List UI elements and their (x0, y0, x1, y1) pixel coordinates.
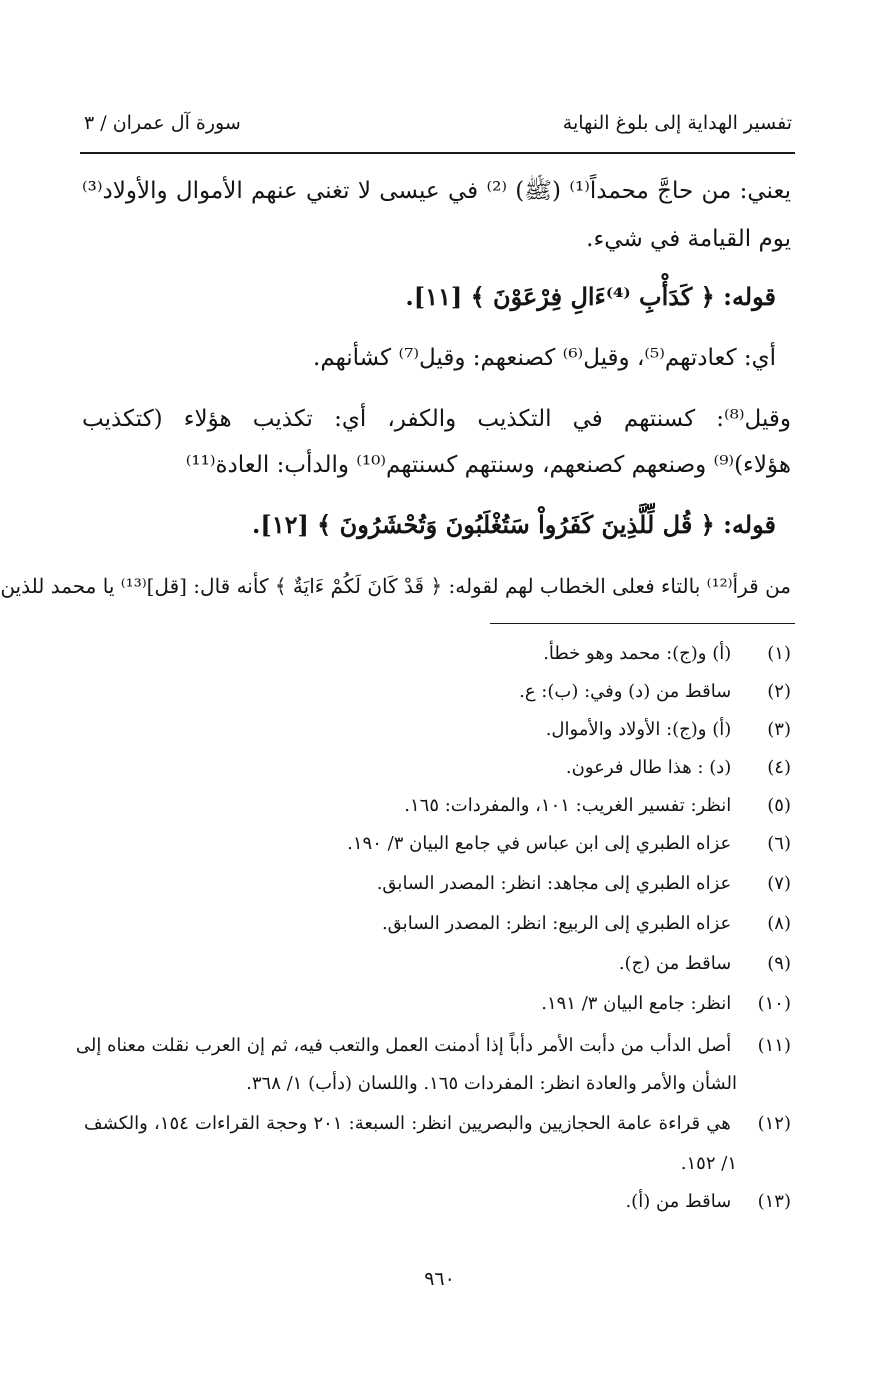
header-divider (80, 152, 795, 154)
footnote-text: عزاه الطبري إلى ابن عباس في جامع البيان ٣/ ١٩٠. (347, 833, 732, 854)
body-line-2: يوم القيامة في شيء. (586, 226, 791, 252)
footnote-13 (84, 1191, 791, 1212)
body-line-8: من قرأ⁽¹²⁾ بالتاء فعلى الخطاب لهم لقوله: ﴿ قَدْ كَانَ لَكُمْ ءَايَةٌ ﴾ كأنه قال: [قل]⁽¹³⁾ يا محمد للذين (0, 574, 791, 598)
body-line-1: يعني: من حاجَّ محمداً⁽¹⁾ (ﷺ) ⁽²⁾ في عيسى لا تغني عنهم الأموال والأولاد⁽³⁾ (82, 178, 791, 204)
footnote-11 (75, 1035, 791, 1056)
footnote-text: أصل الدأب من دأبت الأمر دأباً إذا أدمنت العمل والتعب فيه، ثم إن العرب نقلت معناه إلى (75, 1035, 732, 1056)
footnote-divider (490, 623, 795, 624)
footnote-12 (84, 1113, 791, 1134)
footnote-number: (٧) (767, 873, 791, 894)
footnote-number: (٣) (767, 719, 791, 740)
footnote-number: (٢) (767, 681, 791, 702)
footnote-text: (أ) و(ج): الأولاد والأموال. (545, 719, 732, 740)
footnote-text: عزاه الطبري إلى الربيع: انظر: المصدر السابق. (381, 913, 732, 934)
footnote-6 (84, 833, 791, 854)
footnote-number: (٦) (767, 833, 791, 854)
footnote-9 (84, 953, 791, 974)
body-line-6: هؤلاء)⁽⁹⁾ وصنعهم كصنعهم، وسنتهم كسنتهم⁽¹⁰⁾ والدأب: العادة⁽¹¹⁾ (185, 452, 791, 478)
body-line-7: قوله: ﴿ قُل لِّلَّذِينَ كَفَرُواْ سَتُغْلَبُونَ وَتُحْشَرُونَ ﴾ [١٢]. (251, 510, 776, 539)
footnote-10 (84, 993, 791, 1014)
footnote-11-continuation: الشأن والأمر والعادة انظر: المفردات ١٦٥. واللسان (دأب) ١/ ٣٦٨. (246, 1073, 737, 1094)
footnote-number: (١٠) (757, 993, 791, 1014)
footnote-text: ساقط من (أ). (625, 1191, 732, 1212)
body-line-5: وقيل⁽⁸⁾: كسنتهم في التكذيب والكفر، أي: تكذيب هؤلاء (كتكذيب (82, 406, 791, 432)
footnote-text: ساقط من (ج). (618, 953, 732, 974)
running-header (84, 112, 792, 146)
footnote-text: (د) : هذا طال فرعون. (565, 757, 732, 778)
footnote-number: (١١) (757, 1035, 791, 1056)
surah-label: سورة آل عمران / ٣ (84, 112, 241, 134)
page-number: ٩٦٠ (424, 1268, 455, 1290)
footnote-number: (٩) (767, 953, 791, 974)
footnote-5 (84, 795, 791, 816)
footnote-4 (84, 757, 791, 778)
footnote-text: عزاه الطبري إلى مجاهد: انظر: المصدر السابق. (376, 873, 732, 894)
footnote-text: هي قراءة عامة الحجازيين والبصريين انظر: السبعة: ٢٠١ وحجة القراءات ١٥٤، والكشف (84, 1113, 731, 1134)
body-line-3: قوله: ﴿ كَدَأْبِ ⁽⁴⁾ءَالِ فِرْعَوْنَ ﴾ [١١]. (405, 282, 776, 311)
footnote-text: ساقط من (د) وفي: (ب): ع. (519, 681, 732, 702)
footnote-number: (٤) (767, 757, 791, 778)
footnote-8 (84, 913, 791, 934)
book-title: تفسير الهداية إلى بلوغ النهاية (562, 112, 792, 134)
body-line-4: أي: كعادتهم⁽⁵⁾، وقيل⁽⁶⁾ كصنعهم: وقيل⁽⁷⁾ كشأنهم. (313, 345, 776, 371)
footnote-text: (أ) و(ج): محمد وهو خطأ. (543, 643, 732, 664)
footnote-1 (84, 643, 791, 664)
footnote-2 (84, 681, 791, 702)
footnote-12-continuation: ١/ ١٥٢. (680, 1153, 737, 1174)
footnote-text: انظر: تفسير الغريب: ١٠١، والمفردات: ١٦٥. (404, 795, 732, 816)
footnote-number: (٨) (767, 913, 791, 934)
footnote-number: (١) (767, 643, 791, 664)
footnote-number: (٥) (767, 795, 791, 816)
footnote-3 (84, 719, 791, 740)
footnote-7 (84, 873, 791, 894)
footnote-text: انظر: جامع البيان ٣/ ١٩١. (541, 993, 732, 1014)
footnote-number: (١٢) (757, 1113, 792, 1134)
footnote-number: (١٣) (757, 1191, 791, 1212)
